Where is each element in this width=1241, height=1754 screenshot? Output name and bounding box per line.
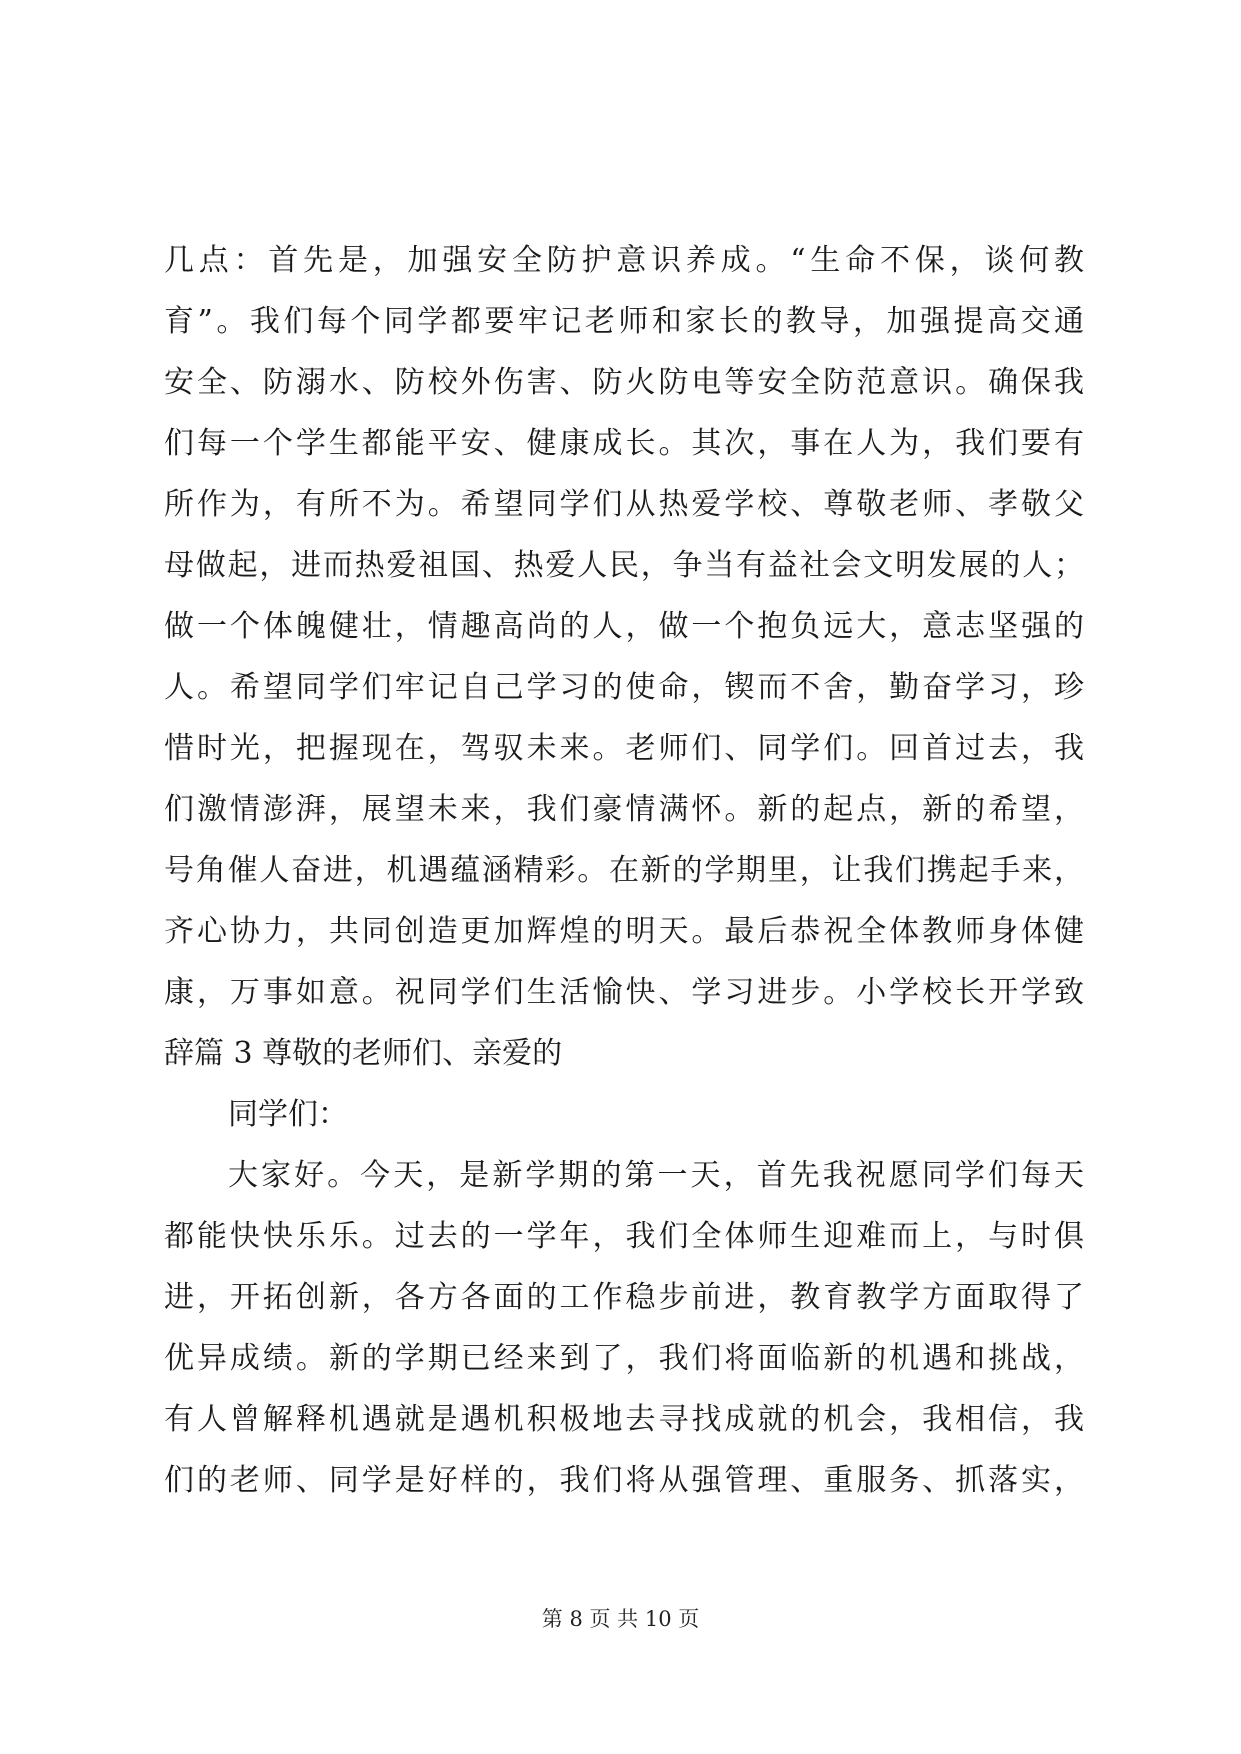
text-line: 们的老师、同学是好样的，我们将从强管理、重服务、抓落实， — [164, 1463, 1084, 1498]
text-line: 安全、防溺水、防校外伤害、防火防电等安全防范意识。确保我 — [164, 365, 1084, 400]
text-line: 母做起，进而热爱祖国、热爱人民，争当有益社会文明发展的人； — [164, 548, 1084, 583]
text-line: 康，万事如意。祝同学们生活愉快、学习进步。小学校长开学致 — [164, 975, 1084, 1010]
text-line: 做一个体魄健壮，情趣高尚的人，做一个抱负远大，意志坚强的 — [164, 609, 1084, 644]
text-line: 有人曾解释机遇就是遇机积极地去寻找成就的机会，我相信，我 — [164, 1402, 1084, 1437]
page-footer: 第 8 页 共 10 页 — [541, 1607, 700, 1631]
paragraph-first-line: 大家好。今天，是新学期的第一天，首先我祝愿同学们每天 — [228, 1158, 1084, 1193]
document-body — [164, 230, 1084, 1511]
text-line: 辞篇 3 尊敬的老师们、亲爱的 — [164, 1036, 563, 1071]
text-line: 进，开拓创新，各方各面的工作稳步前进，教育教学方面取得了 — [164, 1280, 1084, 1315]
text-line: 齐心协力，共同创造更加辉煌的明天。最后恭祝全体教师身体健 — [164, 914, 1084, 949]
text-line: 优异成绩。新的学期已经来到了，我们将面临新的机遇和挑战， — [164, 1341, 1084, 1376]
text-line: 都能快快乐乐。过去的一学年，我们全体师生迎难而上，与时俱 — [164, 1219, 1084, 1254]
text-line: 们激情澎湃，展望未来，我们豪情满怀。新的起点，新的希望， — [164, 792, 1084, 827]
text-line: 人。希望同学们牢记自己学习的使命，锲而不舍，勤奋学习，珍 — [164, 670, 1084, 705]
text-line: 所作为，有所不为。希望同学们从热爱学校、尊敬老师、孝敬父 — [164, 487, 1084, 522]
text-line: 几点：首先是，加强安全防护意识养成。“生命不保，谈何教 — [164, 243, 1084, 278]
text-line: 们每一个学生都能平安、健康成长。其次，事在人为，我们要有 — [164, 426, 1084, 461]
salutation-line: 同学们： — [228, 1097, 348, 1132]
text-line: 惜时光，把握现在，驾驭未来。老师们、同学们。回首过去，我 — [164, 731, 1084, 766]
text-line: 育”。我们每个同学都要牢记老师和家长的教导，加强提高交通 — [164, 304, 1084, 339]
text-line: 号角催人奋进，机遇蕴涵精彩。在新的学期里，让我们携起手来， — [164, 853, 1084, 888]
